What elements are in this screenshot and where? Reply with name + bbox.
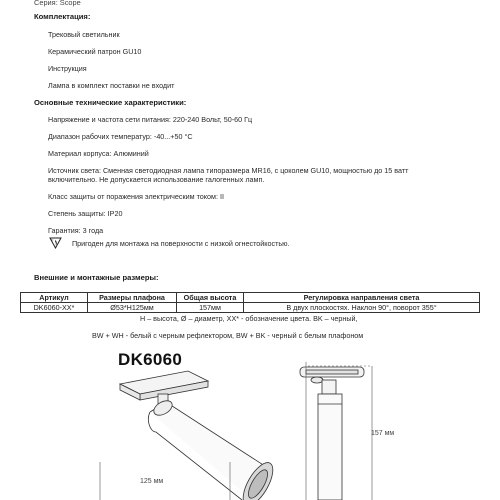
kit-item: Трековый светильник <box>48 30 120 39</box>
height-dimension-label: 157 мм <box>371 430 395 437</box>
table-cell: Ø53*H125мм <box>88 303 177 313</box>
dimensions-note: H – высота, Ø – диаметр, XX* - обозначение цвета. BK – черный, <box>140 314 358 323</box>
spec-ip: Степень защиты: IP20 <box>48 209 123 218</box>
spec-fire-note: Пригоден для монтажа на поверхности с низкой огнестойкостью. <box>72 239 290 248</box>
table-cell: DK6060-XX* <box>21 303 88 313</box>
spec-warranty: Гарантия: 3 года <box>48 226 104 235</box>
series-line: Серия: Scope <box>34 0 81 7</box>
table-header: Общая высота <box>177 293 244 303</box>
kit-item: Керамический патрон GU10 <box>48 47 142 56</box>
dimensions-heading: Внешние и монтажные размеры: <box>34 273 159 282</box>
kit-heading: Комплектация: <box>34 12 91 21</box>
spec-light-source: Источник света: Сменная светодиодная лампа типоразмера MR16, с цоколем GU10, мощностью до 15 ватт <box>48 166 409 175</box>
side-view <box>300 367 364 500</box>
table-cell: 157мм <box>177 303 244 313</box>
spec-temperature: Диапазон рабочих температур: -40...+50 °С <box>48 132 193 141</box>
spec-light-source-cont: включительно. Не допускается использование галогенных ламп. <box>48 175 265 184</box>
spec-protection-class: Класс защиты от поражения электрическим током: II <box>48 192 224 201</box>
model-title: DK6060 <box>118 350 183 369</box>
spec-material: Материал корпуса: Алюминий <box>48 149 149 158</box>
width-dimension-label: 125 мм <box>140 478 164 485</box>
kit-item: Лампа в комплект поставки не входит <box>48 81 175 90</box>
kit-item: Инструкция <box>48 64 87 73</box>
svg-text:F: F <box>51 239 54 243</box>
specs-heading: Основные технические характеристики: <box>34 98 187 107</box>
dimensions-note: BW + WH - белый с черным рефлектором, BW + BK - черный с белым плафоном <box>92 331 364 340</box>
table-header: Размеры плафона <box>88 293 177 303</box>
table-cell: В двух плоскостях. Наклон 90°, поворот 355° <box>244 303 480 313</box>
spec-voltage: Напряжение и частота сети питания: 220-240 Вольт, 50-60 Гц <box>48 115 253 124</box>
table-header: Артикул <box>21 293 88 303</box>
table-header: Регулировка направления света <box>244 293 480 303</box>
